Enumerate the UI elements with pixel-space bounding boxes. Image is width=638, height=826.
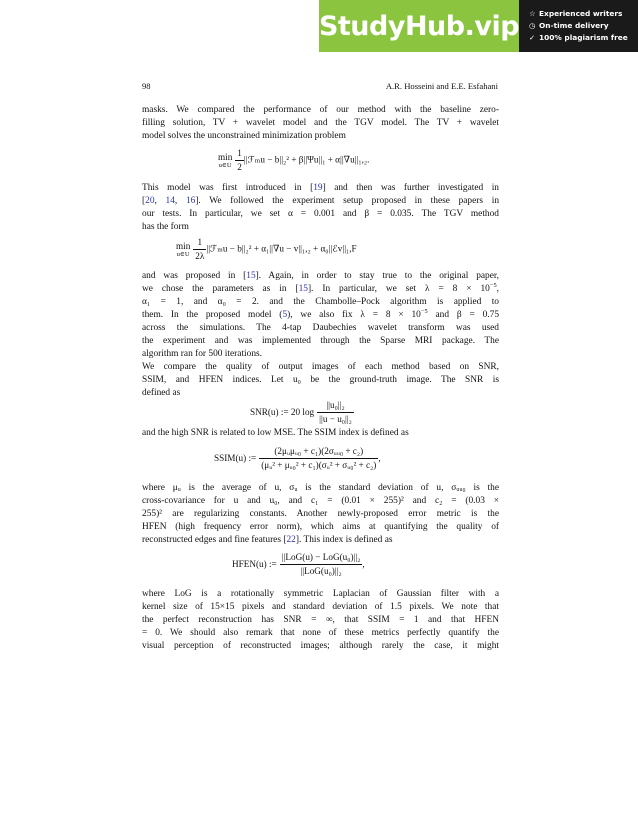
text-line: and was proposed in [15]. Again, in order to stay true to the original paper, xyxy=(142,271,499,281)
text-line: HFEN (high frequency error norm), which aims at quantifying the quality of xyxy=(142,522,499,532)
text-line: model solves the unconstrained minimization problem xyxy=(142,131,346,141)
page-number: 98 xyxy=(142,81,151,91)
text-line: cross-covariance for u and u₀, and c₁ = (0.01 × 255)² and c₂ = (0.03 × xyxy=(142,496,499,506)
equation-snr: SNR(u) := 20 log $\frac{\text{||u₀||₂}}{\text{||u − u₀||₂}}$ xyxy=(250,400,352,424)
citation-link[interactable]: 14 xyxy=(165,196,175,206)
text-line: them. In the proposed model (5), we also fix $\lambda = 8 \times 10^{-5}$ and β = 0.75 xyxy=(142,307,500,320)
text-line: our tests. In particular, we set α = 0.001 and β = 0.035. The TGV method xyxy=(142,209,499,219)
text-line: SSIM, and HFEN indices. Let u₀ be the ground-truth image. The SNR is xyxy=(142,375,499,385)
text-line: reconstructed edges and fine features [22]. This index is defined as xyxy=(142,535,393,545)
citation-link[interactable]: 20 xyxy=(145,196,155,206)
citation-link[interactable]: 15 xyxy=(246,271,256,281)
feature-item: ☆ Experienced writers xyxy=(529,9,623,18)
text-line: This model was first introduced in [19] and then was further investigated in xyxy=(142,183,499,193)
text-line: where LoG is a rotationally symmetric Laplacian of Gaussian filter with a xyxy=(142,589,499,599)
feature-list xyxy=(519,0,638,52)
running-header-authors: A.R. Hosseini and E.E. Esfahani xyxy=(385,81,498,91)
star-icon: ☆ xyxy=(529,9,536,18)
text-line: visual perception of reconstructed images; although rarely the case, it might xyxy=(142,641,499,651)
text-line: filling solution, TV + wavelet model and the TGV model. The TV + wavelet xyxy=(142,118,499,128)
text-line: the perfect reconstruction has SNR = ∞, that SSIM = 1 and that HFEN xyxy=(142,615,499,625)
text-line: where μᵤ is the average of u, σᵤ is the standard deviation of u, σᵤᵤ₀ is the xyxy=(142,483,499,493)
feature-item: ✓ 100% plagiarism free xyxy=(529,33,628,42)
text-line: and the high SNR is related to low MSE. The SSIM index is defined as xyxy=(142,428,409,438)
ad-banner[interactable] xyxy=(319,0,638,52)
text-line: = 0. We should also remark that none of these metrics perfectly quantify the xyxy=(142,628,499,638)
text-line: has the form xyxy=(142,222,189,232)
brand-logo[interactable]: StudyHub.vip xyxy=(319,0,519,52)
clock-icon: ◷ xyxy=(529,21,536,30)
equation-tv-wavelet: min u∈U $\frac{1}{2}$ ||ℱₘu − b||₂² + β||Ψu||₁ + α||∇u||₁,₂. xyxy=(218,148,370,172)
text-line: algorithm ran for 500 iterations. xyxy=(142,349,263,359)
feature-item: ◷ On-time delivery xyxy=(529,21,609,30)
text-line: kernel size of 15×15 pixels and standard deviation of 1.5 pixels. We note that xyxy=(142,602,499,612)
citation-link[interactable]: 5 xyxy=(282,310,288,320)
citation-link[interactable]: 19 xyxy=(313,183,323,193)
citation-link[interactable]: 15 xyxy=(298,284,308,294)
citation-link[interactable]: 16 xyxy=(185,196,196,206)
text-line: the experiment and was implemented through the Sparse MRI package. The xyxy=(142,336,499,346)
citation-link[interactable]: 22 xyxy=(286,535,296,545)
text-line: we chose the parameters as in [15]. In particular, we set $\lambda = 8 \times 10^{-5}$, xyxy=(142,281,500,294)
text-line: 255)² are regularizing constants. Another newly-proposed error metric is the xyxy=(142,509,499,519)
equation-tgv: min u∈U $\frac{1}{2\lambda}$ ||ℱₘu − b||₂² + α₁||∇u − v||₁,₂ + α₀||ℰv||₁,F xyxy=(176,237,357,261)
text-line: masks. We compared the performance of our method with the baseline zero- xyxy=(142,105,499,115)
text-line: across the simulations. The 4-tap Daubechies wavelet transform was used xyxy=(142,323,499,333)
text-line: We compare the quality of output images of each method based on SNR, xyxy=(142,362,499,372)
check-icon: ✓ xyxy=(529,33,536,42)
text-line: [20, 14, 16]. We followed the experiment setup proposed in these papers in xyxy=(142,196,500,206)
equation-ssim: SSIM(u) := $\frac{\text{(2μᵤμᵤ₀ + c₁)(2σᵤᵤ₀ + c₂)}}{\text{(μᵤ² + μᵤ₀² + c₁)(σᵤ² + σᵤ₀² + c₂)}}$ , xyxy=(214,446,381,470)
text-line: defined as xyxy=(142,388,181,398)
equation-hfen: HFEN(u) := $\frac{\text{||LoG(u) − LoG(u₀)||₂}}{\text{||LoG(u₀)||₂}}$ , xyxy=(232,552,365,576)
text-line: α₁ = 1, and α₀ = 2. and the Chambolle–Pock algorithm is applied to xyxy=(142,297,499,307)
